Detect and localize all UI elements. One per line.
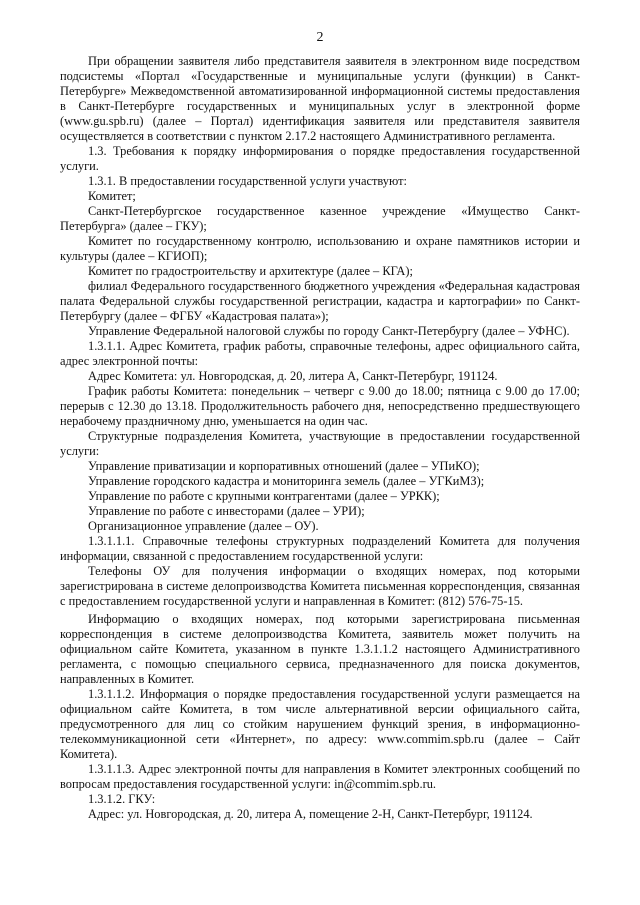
paragraph-1-3-1-1-1: 1.3.1.1.1. Справочные телефоны структурных подразделений Комитета для получения информации, связанной с предоставлением государственной услуги:: [60, 534, 580, 563]
paragraph-ou-phones: Телефоны ОУ для получения информации о входящих номерах, под которыми зарегистрирована в системе делопроизводства Комитета письменная корреспонденция, связанная с предоставлением государственной услуги и направленная в Комитет: (812) 576-75-15.: [60, 564, 580, 608]
paragraph-ou: Организационное управление (далее – ОУ).: [88, 519, 319, 533]
paragraph-kga: Комитет по градостроительству и архитектуре (далее – КГА);: [88, 264, 413, 278]
paragraph-section-1-3: 1.3. Требования к порядку информирования о порядке предоставления государственной услуги.: [60, 144, 580, 173]
paragraph-gku: Санкт-Петербургское государственное казенное учреждение «Имущество Санкт-Петербурга» (далее – ГКУ);: [60, 204, 580, 233]
paragraph-work-schedule: График работы Комитета: понедельник – четверг с 9.00 до 18.00; пятница с 9.00 до 17.00; перерыв с 12.30 до 13.18. Продолжительность рабочего дня, непосредственно предшествующего нерабочему праздничному дню, уменьшается на один час.: [60, 384, 580, 428]
paragraph-gku-address: Адрес: ул. Новгородская, д. 20, литера А, помещение 2-Н, Санкт-Петербург, 191124.: [88, 807, 533, 821]
paragraph-cadastral-chamber: филиал Федерального государственного бюджетного учреждения «Федеральная кадастровая палата Федеральной службы государственной регистрации, кадастра и картографии» по Санкт-Петербургу (далее – ФГБУ «Кадастровая палата»);: [60, 279, 580, 323]
paragraph-upiko: Управление приватизации и корпоративных отношений (далее – УПиКО);: [88, 459, 480, 473]
paragraph-committee-address: Адрес Комитета: ул. Новгородская, д. 20, литера А, Санкт-Петербург, 191124.: [88, 369, 498, 383]
paragraph-1-3-1-1: 1.3.1.1. Адрес Комитета, график работы, справочные телефоны, адрес официального сайта, адрес электронной почты:: [60, 339, 580, 368]
paragraph-urkk: Управление по работе с крупными контрагентами (далее – УРКК);: [88, 489, 440, 503]
paragraph-1-3-1-2: 1.3.1.2. ГКУ:: [88, 792, 156, 806]
paragraph-ufns: Управление Федеральной налоговой службы по городу Санкт-Петербургу (далее – УФНС).: [88, 324, 570, 338]
paragraph-uri: Управление по работе с инвесторами (далее – УРИ);: [88, 504, 365, 518]
paragraph-1-3-1: 1.3.1. В предоставлении государственной услуги участвуют:: [88, 174, 407, 188]
paragraph-committee: Комитет;: [88, 189, 136, 203]
page-number: 2: [316, 30, 324, 45]
paragraph-portal-identification: При обращении заявителя либо представителя заявителя в электронном виде посредством подсистемы «Портал «Государственные и муниципальные услуги (функции) в Санкт-Петербурге» Межведомственной автоматизированной информационной системы предоставления в Санкт-Петербурге государственных и муниципальных услуг в электронной форме (www.gu.spb.ru) (далее – Портал) идентификация заявителя или представителя заявителя осуществляется в соответствии с пунктом 2.17.2 настоящего Административного регламента.: [60, 54, 580, 143]
paragraph-kgiop: Комитет по государственному контролю, использованию и охране памятников истории и культуры (далее – КГИОП);: [60, 234, 580, 263]
paragraph-ugkimz: Управление городского кадастра и мониторинга земель (далее – УГКиМЗ);: [88, 474, 485, 488]
paragraph-structural-divisions: Структурные подразделения Комитета, участвующие в предоставлении государственной услуги:: [60, 429, 580, 458]
paragraph-incoming-numbers: Информацию о входящих номерах, под которыми зарегистрирована письменная корреспонденция в системе делопроизводства Комитета, заявитель может получить на официальном сайте Комитета, указанном в пункте 1.3.1.1.2 настоящего Административного регламента, с помощью специального сервиса, предназначенного для поиска документов, направленных в Комитет.: [60, 612, 580, 686]
document-body: [60, 54, 580, 822]
paragraph-1-3-1-1-2: 1.3.1.1.2. Информация о порядке предоставления государственной услуги размещается на официальном сайте Комитета, в том числе альтернативной версии официального сайта, предусмотренного для лиц со стойким нарушением функций зрения, в информационно-телекоммуникационной сети «Интернет», по адресу: www.commim.spb.ru (далее – Сайт Комитета).: [60, 687, 580, 761]
paragraph-1-3-1-1-3: 1.3.1.1.3. Адрес электронной почты для направления в Комитет электронных сообщений по вопросам предоставления государственной услуги: in@commim.spb.ru.: [60, 762, 580, 791]
